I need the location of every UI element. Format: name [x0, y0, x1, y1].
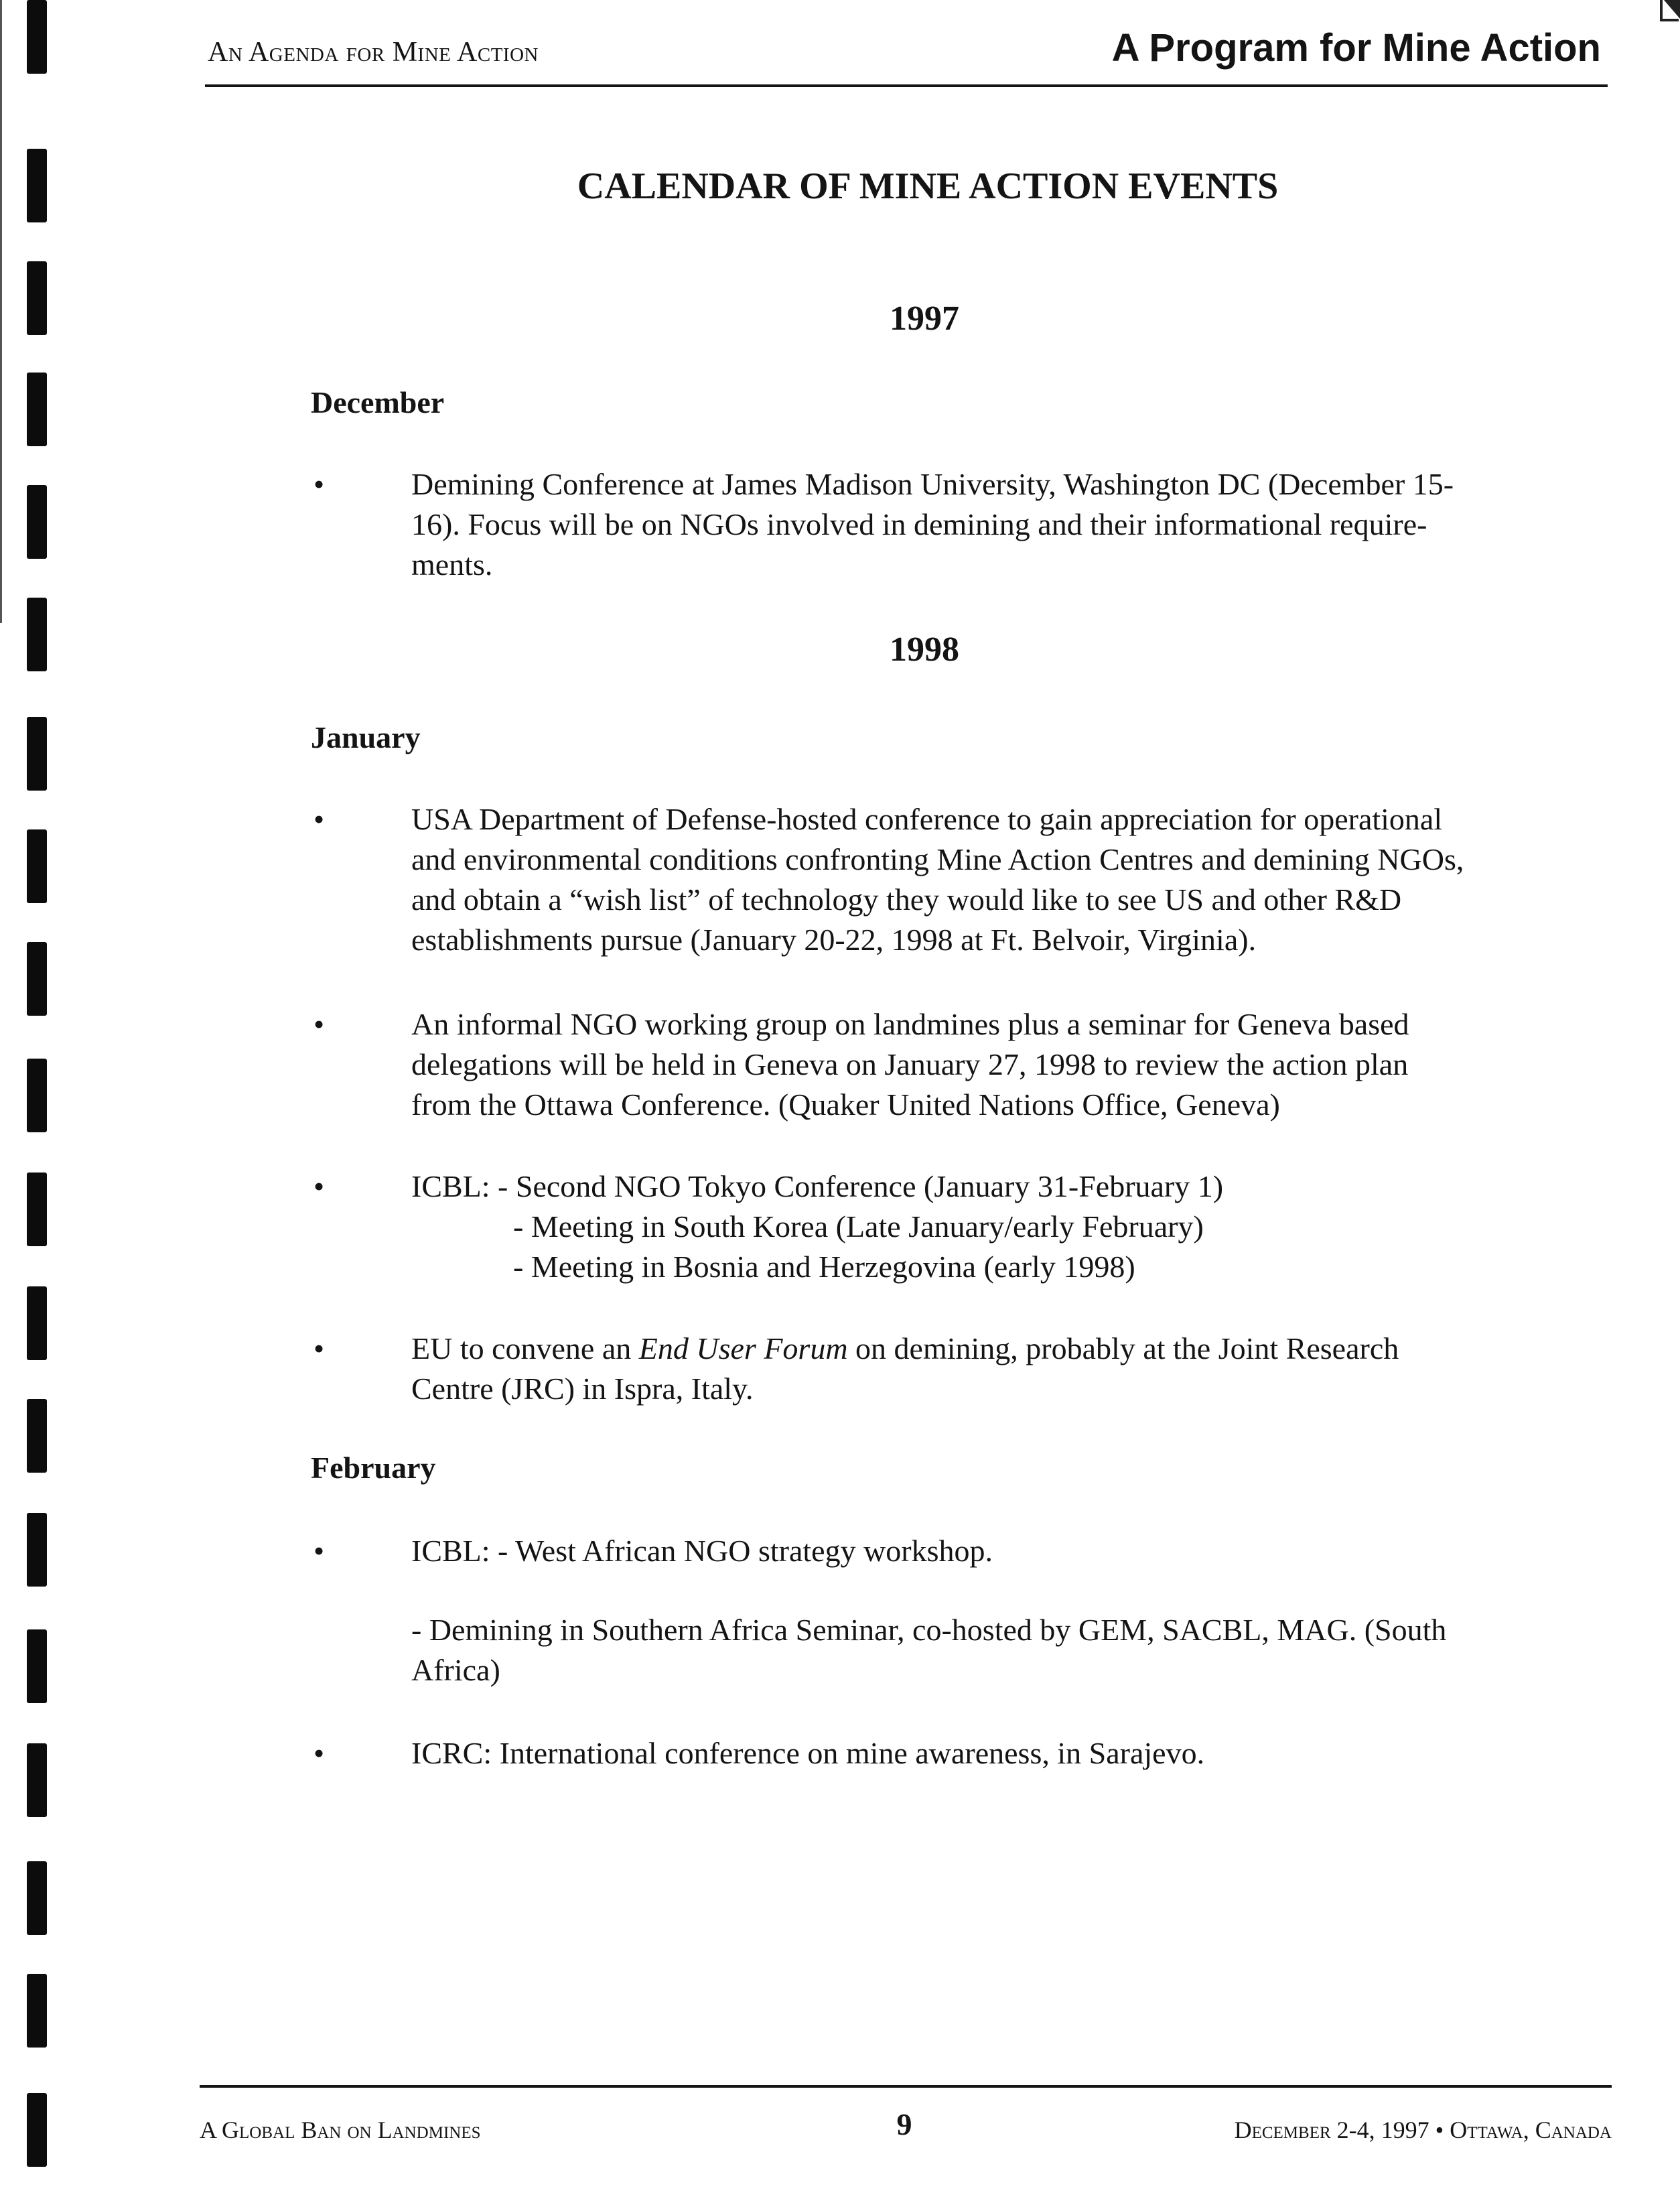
binder-hole [27, 1974, 47, 2048]
binder-hole [27, 485, 47, 559]
entry-line: USA Department of Defense-hosted conference to gain appreciation for operational [411, 802, 1443, 836]
event-entry [411, 1166, 1223, 1287]
binder-hole [27, 1059, 47, 1132]
event-entry [411, 1329, 1399, 1409]
entry-text: on demining, probably at the Joint Research [847, 1331, 1399, 1365]
event-entry [411, 1531, 993, 1571]
entry-text: EU to convene an [411, 1331, 639, 1365]
corner-fold-icon [1659, 0, 1680, 27]
year-heading: 1997 [890, 299, 959, 338]
month-heading: February [311, 1451, 436, 1485]
binder-hole [27, 261, 47, 335]
event-entry [411, 1733, 1204, 1773]
bullet: • [313, 1007, 325, 1041]
binder-holes [27, 0, 54, 2211]
binder-hole [27, 829, 47, 903]
month-heading: December [311, 385, 445, 419]
binder-hole [27, 1861, 47, 1935]
binder-hole [27, 2093, 47, 2167]
bullet: • [313, 802, 325, 836]
bullet: • [313, 1169, 325, 1203]
event-entry [411, 464, 1454, 585]
entry-line: from the Ottawa Conference. (Quaker United Nations Office, Geneva) [411, 1087, 1280, 1122]
event-entry [411, 799, 1464, 960]
entry-line: Centre (JRC) in Ispra, Italy. [411, 1371, 754, 1406]
entry-line: ICRC: International conference on mine awareness, in Sarajevo. [411, 1736, 1205, 1770]
entry-line: 16). Focus will be on NGOs involved in demining and their informational require- [411, 507, 1427, 541]
binder-hole [27, 942, 47, 1016]
running-footer-left: A Global Ban on Landmines [200, 2117, 481, 2143]
binder-hole [27, 1286, 47, 1360]
binder-hole [27, 1743, 47, 1817]
entry-line: ICBL: - Second NGO Tokyo Conference (January 31-February 1) [411, 1169, 1224, 1203]
event-entry [411, 1004, 1409, 1125]
binder-hole [27, 1172, 47, 1246]
binder-hole [27, 1513, 47, 1587]
entry-line: and obtain a “wish list” of technology they would like to see US and other R&D [411, 882, 1402, 917]
year-heading: 1998 [890, 630, 959, 669]
emphasis-text: End User Forum [638, 1331, 848, 1365]
binder-hole [27, 1399, 47, 1473]
month-heading: January [311, 720, 421, 754]
running-header-left: An Agenda for Mine Action [208, 37, 539, 68]
bullet: • [313, 1736, 325, 1770]
entry-line: ments. [411, 547, 493, 582]
binder-hole [27, 598, 47, 671]
page-number: 9 [896, 2107, 912, 2141]
entry-line: delegations will be held in Geneva on January 27, 1998 to review the action plan [411, 1047, 1409, 1081]
entry-line: establishments pursue (January 20-22, 1998 at Ft. Belvoir, Virginia). [411, 923, 1257, 957]
running-footer-right: December 2-4, 1997 • Ottawa, Canada [1234, 2117, 1612, 2143]
entry-line [411, 1329, 1399, 1369]
entry-line: - Demining in Southern Africa Seminar, co-hosted by GEM, SACBL, MAG. (South [411, 1613, 1447, 1647]
bullet: • [313, 467, 325, 501]
event-entry-continuation [411, 1610, 1446, 1690]
entry-line: - Meeting in South Korea (Late January/early February) [513, 1209, 1204, 1244]
binder-hole [27, 373, 47, 446]
entry-line: Africa) [411, 1653, 500, 1687]
binder-hole [27, 1629, 47, 1703]
footer-rule [200, 2085, 1612, 2088]
entry-line: Demining Conference at James Madison University, Washington DC (December 15- [411, 467, 1454, 501]
entry-line: An informal NGO working group on landmines plus a seminar for Geneva based [411, 1007, 1409, 1041]
binder-hole [27, 0, 47, 74]
running-header-right: A Program for Mine Action [1111, 26, 1601, 70]
entry-line: - Meeting in Bosnia and Herzegovina (early 1998) [513, 1250, 1135, 1284]
entry-line: and environmental conditions confronting Mine Action Centres and demining NGOs, [411, 842, 1464, 876]
bullet: • [313, 1534, 325, 1568]
binder-hole [27, 717, 47, 791]
entry-line: ICBL: - West African NGO strategy workshop. [411, 1534, 993, 1568]
page-title: CALENDAR OF MINE ACTION EVENTS [577, 165, 1279, 207]
bullet: • [313, 1331, 325, 1365]
header-rule [205, 84, 1608, 87]
scan-edge-line [0, 0, 2, 623]
